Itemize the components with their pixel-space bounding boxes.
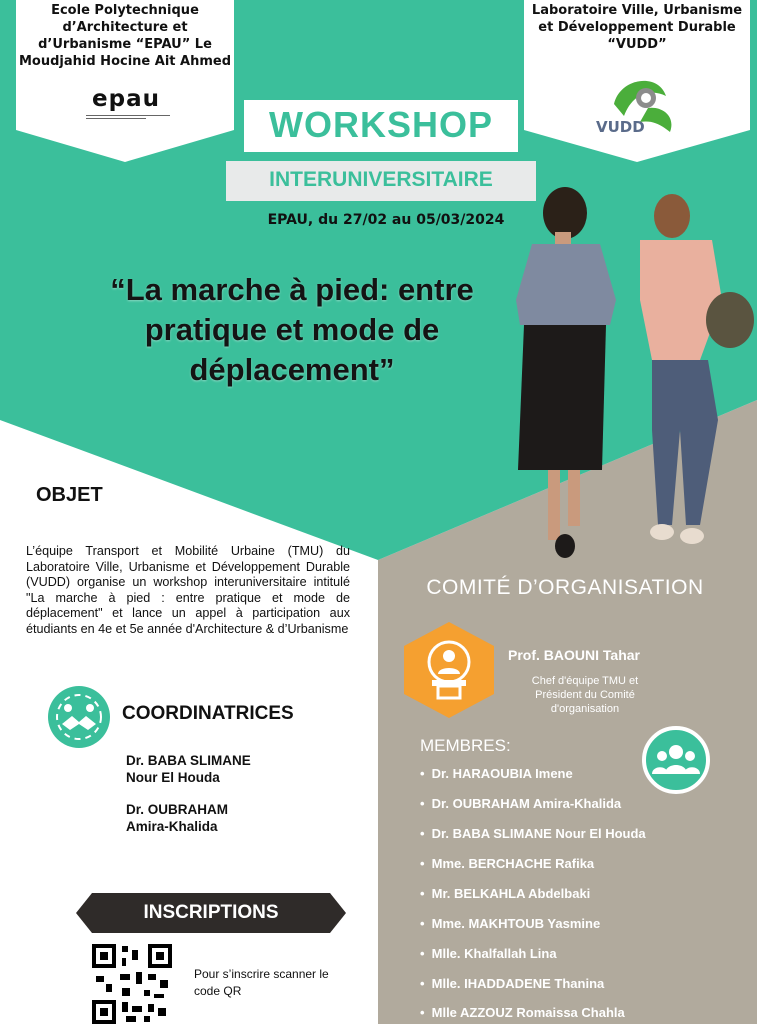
coordinatrice-1-line1: Dr. BABA SLIMANE bbox=[126, 753, 251, 768]
member-item: • Mlle. Khalfallah Lina bbox=[420, 946, 557, 961]
epau-logo-subtitle bbox=[86, 114, 176, 121]
member-name: Mlle AZZOUZ Romaissa Chahla bbox=[431, 1005, 625, 1020]
workshop-label: WORKSHOP bbox=[269, 104, 493, 145]
president-name: Prof. BAOUNI Tahar bbox=[508, 647, 640, 663]
group-glyph bbox=[646, 730, 706, 790]
group-icon bbox=[642, 726, 710, 794]
event-date: EPAU, du 27/02 au 05/03/2024 bbox=[267, 212, 505, 228]
member-item: • Mme. BERCHACHE Rafika bbox=[420, 856, 595, 871]
epau-logo-subline bbox=[86, 114, 170, 120]
member-item: • Dr. OUBRAHAM Amira-Khalida bbox=[420, 796, 622, 811]
qr-instruction: Pour s’inscrire scanner le code QR bbox=[194, 967, 329, 998]
speaker-podium-icon bbox=[420, 640, 478, 702]
member-name: Dr. OUBRAHAM Amira-Khalida bbox=[431, 796, 622, 811]
inscriptions-heading: INSCRIPTIONS bbox=[143, 902, 279, 923]
president-role: Chef d'équipe TMU et Président du Comité d'organisation bbox=[531, 675, 639, 715]
vudd-logo-text: VUDD bbox=[596, 118, 645, 136]
member-name: Mlle. IHADDADENE Thanina bbox=[431, 976, 605, 991]
qr-code-image bbox=[92, 944, 172, 1024]
comite-heading: COMITÉ D’ORGANISATION bbox=[426, 576, 704, 599]
member-name: Mr. BELKAHLA Abdelbaki bbox=[431, 886, 591, 901]
member-name: Mlle. Khalfallah Lina bbox=[431, 946, 557, 961]
member-item: • Mlle. IHADDADENE Thanina bbox=[420, 976, 605, 991]
coordinatrice-2 bbox=[126, 801, 228, 835]
coordinatrice-2-line1: Dr. OUBRAHAM bbox=[126, 802, 229, 817]
member-item: • Mme. MAKHTOUB Yasmine bbox=[420, 916, 601, 931]
handshake-icon bbox=[48, 686, 110, 748]
coordinatrice-1 bbox=[126, 752, 251, 786]
member-name: Dr. BABA SLIMANE Nour El Houda bbox=[431, 826, 646, 841]
interuniversitaire-label: INTERUNIVERSITAIRE bbox=[269, 168, 493, 191]
member-name: Mme. BERCHACHE Rafika bbox=[431, 856, 595, 871]
member-item: • Dr. BABA SLIMANE Nour El Houda bbox=[420, 826, 646, 841]
epau-institution-name: Ecole Polytechnique d’Architecture et d’Urbanisme “EPAU” Le Moudjahid Hocine Ait Ahmed bbox=[18, 3, 231, 69]
handshake-glyph bbox=[48, 686, 110, 748]
member-item: • Mlle AZZOUZ Romaissa Chahla bbox=[420, 1005, 625, 1020]
qr-code[interactable] bbox=[92, 944, 172, 1024]
coordinatrice-2-line2: Amira-Khalida bbox=[126, 819, 218, 834]
member-name: Dr. HARAOUBIA Imene bbox=[431, 766, 573, 781]
coordinatrice-1-line2: Nour El Houda bbox=[126, 770, 220, 785]
membres-heading: MEMBRES: bbox=[420, 736, 511, 755]
epau-logo: epau bbox=[92, 86, 160, 112]
coordinatrices-heading: COORDINATRICES bbox=[122, 703, 294, 724]
member-item: • Mr. BELKAHLA Abdelbaki bbox=[420, 886, 591, 901]
event-title: “La marche à pied: entre pratique et mode de déplacement” bbox=[110, 272, 474, 387]
member-name: Mme. MAKHTOUB Yasmine bbox=[431, 916, 601, 931]
objet-heading: OBJET bbox=[36, 484, 103, 506]
vudd-institution-name: Laboratoire Ville, Urbanisme et Développement Durable “VUDD” bbox=[531, 3, 743, 52]
objet-text: L’équipe Transport et Mobilité Urbaine (TMU) du Laboratoire Ville, Urbanisme et Développement Durable (VUDD) organise un workshop interuniversitaire intitulé "La marche à pied : entre pratique et mode de déplacement" et lance un appel à participation aux étudiants en 4e et 5e année d'Architecture & d’Urbanisme bbox=[26, 544, 350, 636]
member-item: • Dr. HARAOUBIA Imene bbox=[420, 766, 573, 781]
